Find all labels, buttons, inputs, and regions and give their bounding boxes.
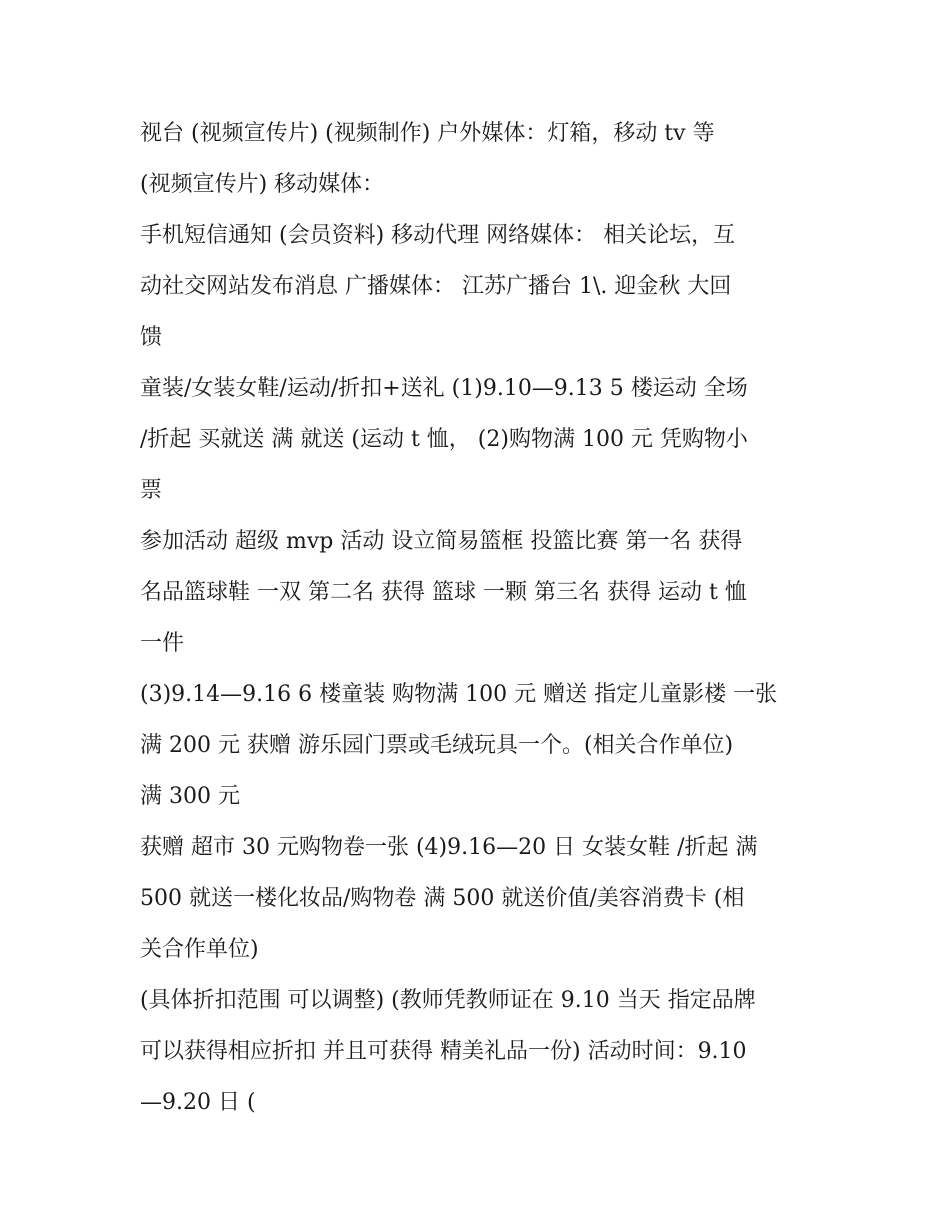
text-line: 满 200 元 获赠 游乐园门票或毛绒玩具一个。(相关合作单位) <box>140 733 734 758</box>
document-body <box>140 108 820 1128</box>
text-line: 满 300 元 <box>140 784 240 809</box>
text-line: 获赠 超市 30 元购物卷一张 (4)9.16—20 日 女装女鞋 /折起 满 <box>140 835 758 860</box>
text-line: 关合作单位) <box>140 937 259 962</box>
text-line: 参加活动 超级 mvp 活动 设立简易篮框 投篮比赛 第一名 获得 <box>140 529 743 554</box>
text-line: 票 <box>140 478 163 503</box>
text-line: 一件 <box>140 631 185 656</box>
text-line: 馈 <box>140 325 163 350</box>
text-line: 手机短信通知 (会员资料) 移动代理 网络媒体： 相关论坛，互 <box>140 223 736 248</box>
text-line: 500 就送一楼化妆品/购物卷 满 500 就送价值/美容消费卡 (相 <box>140 886 745 911</box>
text-line: 名品篮球鞋 一双 第二名 获得 篮球 一颗 第三名 获得 运动 t 恤 <box>140 580 747 605</box>
text-line: /折起 买就送 满 就送 (运动 t 恤， (2)购物满 100 元 凭购物小 <box>140 427 748 452</box>
text-line: 视台 (视频宣传片) (视频制作) 户外媒体：灯箱，移动 tv 等 <box>140 121 715 146</box>
text-line: 可以获得相应折扣 并且可获得 精美礼品一份) 活动时间：9.10 <box>140 1039 747 1064</box>
text-line: 童装/女装女鞋/运动/折扣+送礼 (1)9.10—9.13 5 楼运动 全场 <box>140 376 748 401</box>
text-line: (视频宣传片) 移动媒体： <box>140 172 385 197</box>
text-line: (3)9.14—9.16 6 楼童装 购物满 100 元 赠送 指定儿童影楼 一张 <box>140 682 778 707</box>
text-line: 动社交网站发布消息 广播媒体： 江苏广播台 1\. 迎金秋 大回 <box>140 274 732 299</box>
text-line: (具体折扣范围 可以调整) (教师凭教师证在 9.10 当天 指定品牌 <box>140 988 756 1013</box>
text-line: —9.20 日 ( <box>140 1090 256 1115</box>
